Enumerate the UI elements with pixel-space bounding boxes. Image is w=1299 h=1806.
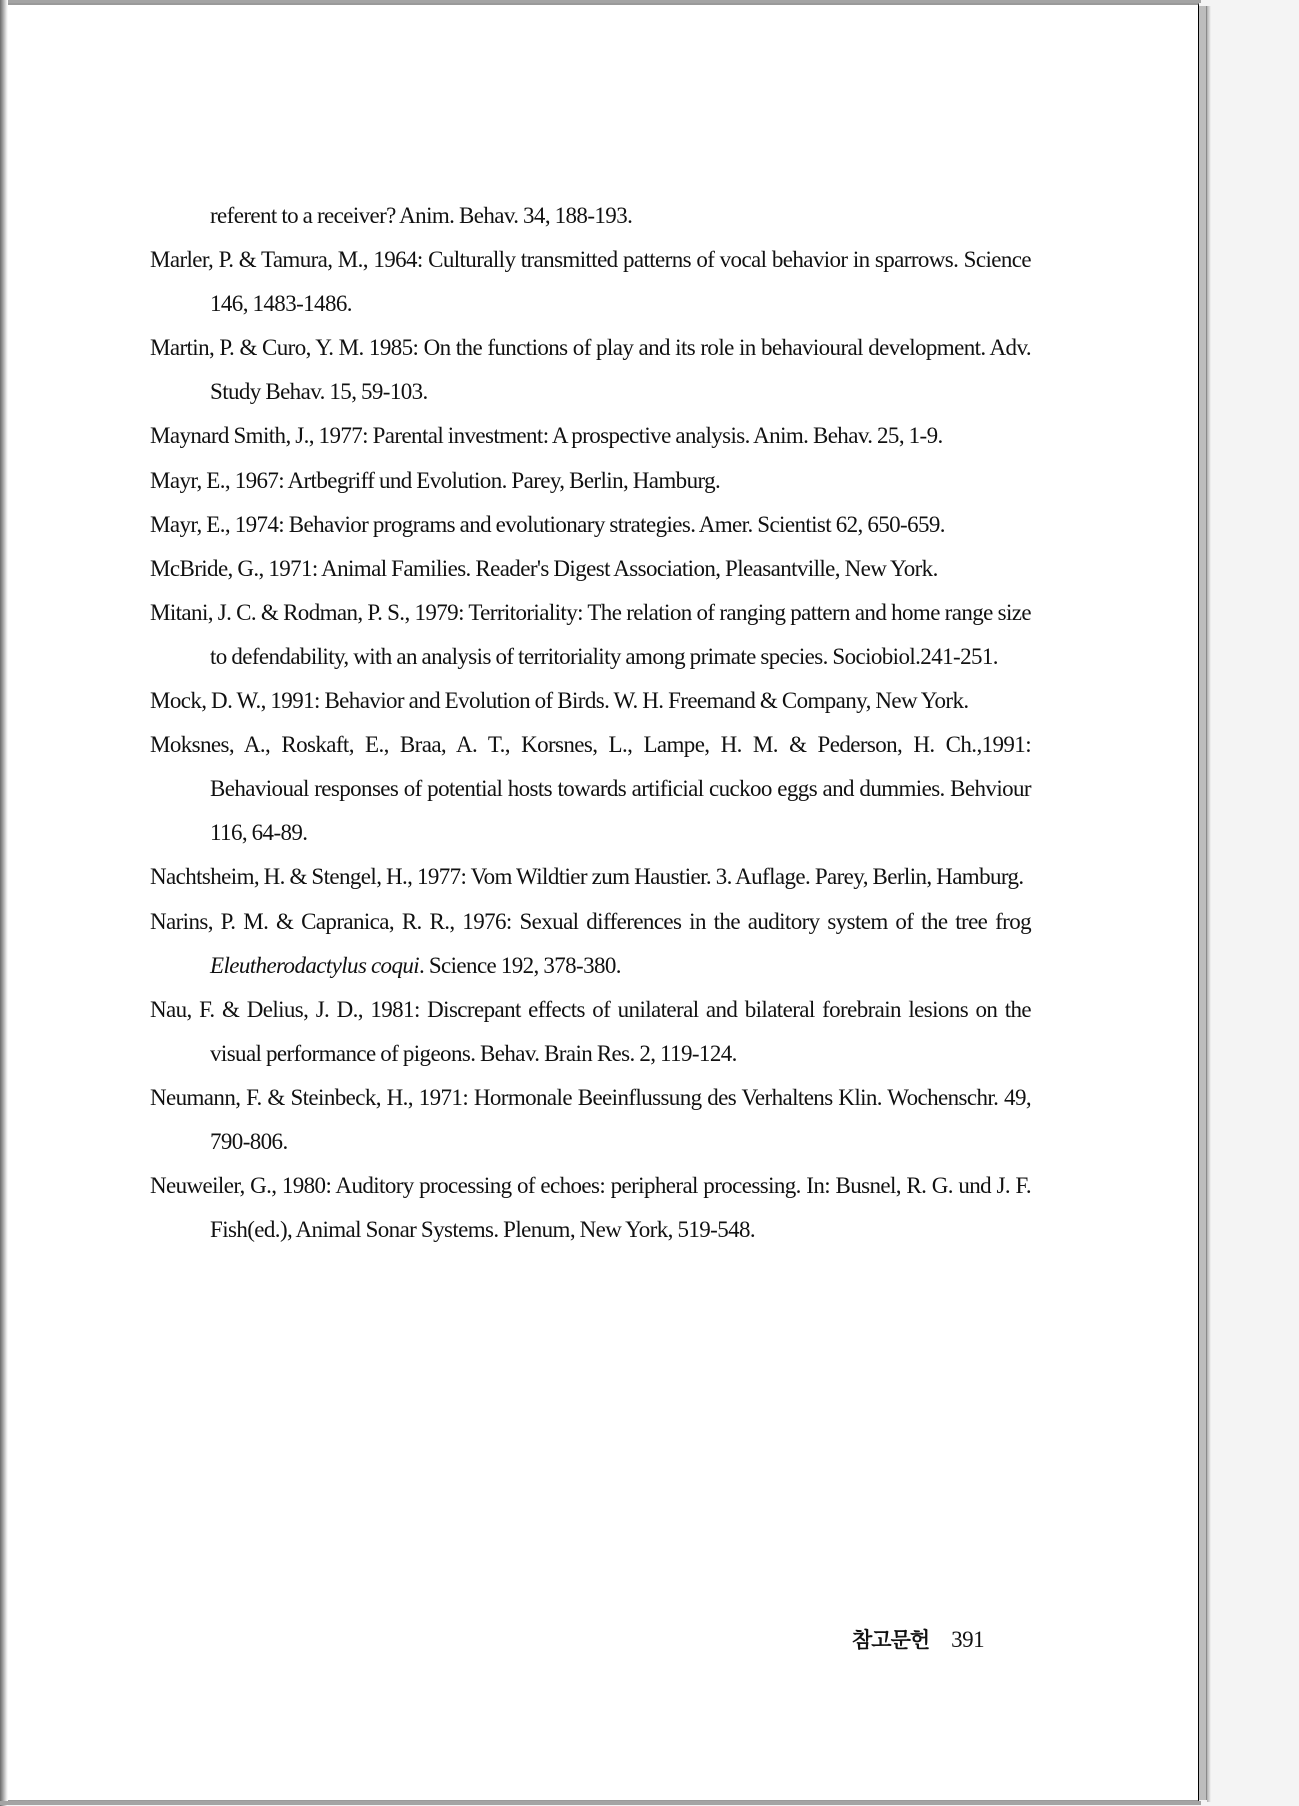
reference-entry: Mayr, E., 1974: Behavior programs and evolutionary strategies. Amer. Scientist 62, 650-659. bbox=[150, 511, 945, 537]
reference-entry: Marler, P. & Tamura, M., 1964: Culturally transmitted patterns of vocal behavior in sparrows. Science 146, 1483-1486. bbox=[150, 247, 1031, 317]
reference-entry: McBride, G., 1971: Animal Families. Reader's Digest Association, Pleasantville, New York. bbox=[150, 555, 938, 581]
page-number: 391 bbox=[951, 1627, 985, 1652]
page-footer bbox=[852, 1624, 984, 1654]
page-right-edge bbox=[1199, 6, 1207, 1800]
reference-entry: Neumann, F. & Steinbeck, H., 1971: Hormonale Beeinflussung des Verhaltens Klin. Wochenschr. 49, 790-806. bbox=[150, 1084, 1031, 1154]
page-right-edge-shadow bbox=[1207, 6, 1211, 1802]
reference-entry: Nachtsheim, H. & Stengel, H., 1977: Vom Wildtier zum Haustier. 3. Auflage. Parey, Berlin, Hamburg. bbox=[150, 864, 1024, 890]
reference-text: . Science 192, 378-380. bbox=[419, 952, 621, 978]
species-name-italic: Eleutherodactylus coqui bbox=[210, 952, 420, 978]
reference-entry: Maynard Smith, J., 1977: Parental investment: A prospective analysis. Anim. Behav. 25, 1-9. bbox=[150, 423, 943, 449]
reference-entry: Mock, D. W., 1991: Behavior and Evolution of Birds. W. H. Freemand & Company, New York. bbox=[150, 688, 969, 714]
reference-entry: referent to a receiver? Anim. Behav. 34, 188-193. bbox=[210, 203, 633, 228]
reference-entry: Mayr, E., 1967: Artbegriff und Evolution. Parey, Berlin, Hamburg. bbox=[150, 467, 721, 493]
running-footer-section: 참고문헌 bbox=[852, 1628, 930, 1652]
reference-entry: Mitani, J. C. & Rodman, P. S., 1979: Territoriality: The relation of ranging pattern and home range size to defendability, with an analysis of territoriality among primate species. Sociobiol.241-251. bbox=[150, 599, 1031, 669]
reference-text: Narins, P. M. & Capranica, R. R., 1976: Sexual differences in the auditory system of the tree frog bbox=[150, 908, 1031, 934]
reference-entry: Martin, P. & Curo, Y. M. 1985: On the functions of play and its role in behavioural development. Adv. Study Behav. 15, 59-103. bbox=[150, 335, 1031, 405]
reference-entry bbox=[150, 900, 1031, 988]
reference-entry: Moksnes, A., Roskaft, E., Braa, A. T., Korsnes, L., Lampe, H. M. & Pederson, H. Ch.,1991: Behavioual responses of potential hosts towards artificial cuckoo eggs and dummies. Behviour 116, 64-89. bbox=[150, 732, 1031, 846]
page-left-edge-shadow bbox=[0, 0, 8, 1806]
reference-entry: Nau, F. & Delius, J. D., 1981: Discrepant effects of unilateral and bilateral forebrain lesions on the visual performance of pigeons. Behav. Brain Res. 2, 119-124. bbox=[150, 996, 1031, 1066]
reference-list bbox=[150, 194, 1031, 1252]
reference-entry: Neuweiler, G., 1980: Auditory processing of echoes: peripheral processing. In: Busnel, R. G. und J. F. Fish(ed.), Animal Sonar Systems. Plenum, New York, 519-548. bbox=[150, 1173, 1031, 1243]
page-bottom-border bbox=[0, 1801, 1201, 1805]
